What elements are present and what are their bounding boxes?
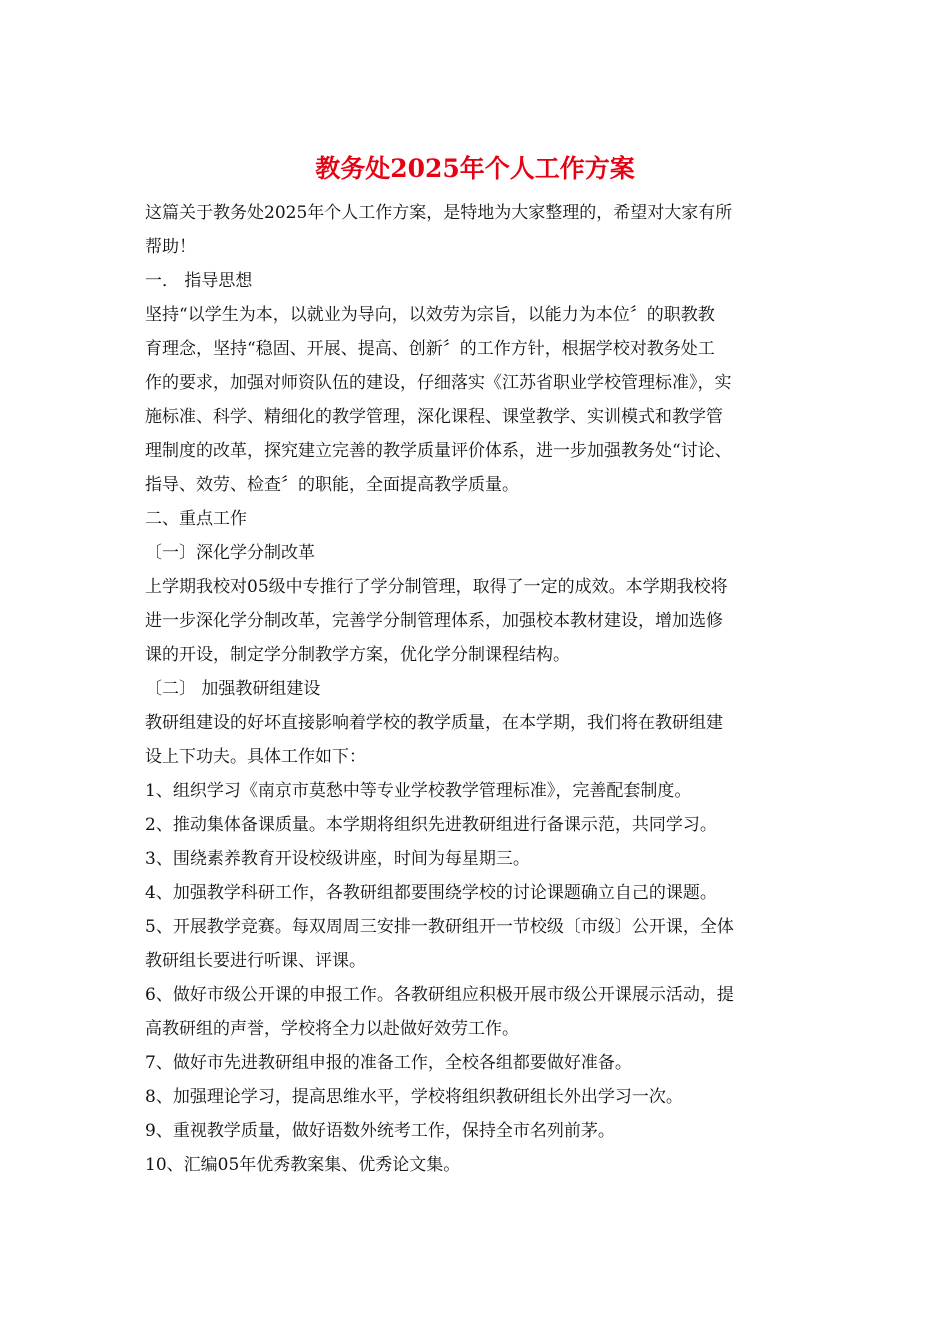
paragraph-line: 4、加强教学科研工作，各教研组都要围绕学校的讨论课题确立自己的课题。 bbox=[145, 883, 717, 903]
paragraph-line: 施标准、科学、精细化的教学管理，深化课程、课堂教学、实训模式和教学管 bbox=[145, 407, 723, 427]
paragraph-line: 一． 指导思想 bbox=[145, 271, 253, 291]
paragraph-line: 课的开设，制定学分制教学方案，优化学分制课程结构。 bbox=[145, 645, 570, 665]
paragraph-line: 理制度的改革，探究建立完善的教学质量评价体系，进一步加强教务处“讨论、 bbox=[145, 441, 732, 461]
paragraph-line: 高教研组的声誉，学校将全力以赴做好效劳工作。 bbox=[145, 1019, 519, 1039]
paragraph-line: 2、推动集体备课质量。本学期将组织先进教研组进行备课示范，共同学习。 bbox=[145, 815, 717, 835]
paragraph-line: 指导、效劳、检查〞的职能，全面提高教学质量。 bbox=[145, 475, 519, 495]
paragraph-line: 设上下功夫。具体工作如下： bbox=[145, 747, 366, 767]
paragraph-line: 作的要求，加强对师资队伍的建设，仔细落实《江苏省职业学校管理标准》，实 bbox=[145, 373, 732, 393]
paragraph-line: 教研组建设的好坏直接影响着学校的教学质量，在本学期，我们将在教研组建 bbox=[145, 713, 723, 733]
document-body bbox=[145, 196, 809, 1182]
paragraph-line: 5、开展教学竞赛。每双周周三安排一教研组开一节校级〔市级〕公开课，全体 bbox=[145, 917, 734, 937]
paragraph-line: 8、加强理论学习，提高思维水平，学校将组织教研组长外出学习一次。 bbox=[145, 1087, 683, 1107]
paragraph-line: 育理念，坚持“稳固、开展、提高、创新〞的工作方针，根据学校对教务处工 bbox=[145, 339, 715, 359]
paragraph-line: 进一步深化学分制改革，完善学分制管理体系，加强校本教材建设，增加选修 bbox=[145, 611, 723, 631]
paragraph-line: 这篇关于教务处2025年个人工作方案，是特地为大家整理的，希望对大家有所 bbox=[145, 203, 733, 223]
paragraph-line: 6、做好市级公开课的申报工作。各教研组应积极开展市级公开课展示活动，提 bbox=[145, 985, 734, 1005]
document-title: 教务处2025年个人工作方案 bbox=[315, 154, 635, 183]
paragraph-line: 9、重视教学质量，做好语数外统考工作，保持全市名列前茅。 bbox=[145, 1121, 615, 1141]
paragraph-line: 〔一〕深化学分制改革 bbox=[145, 543, 315, 563]
paragraph-line: 坚持“以学生为本，以就业为导向，以效劳为宗旨，以能力为本位〞的职教教 bbox=[145, 305, 715, 325]
paragraph-line: 7、做好市先进教研组申报的准备工作，全校各组都要做好准备。 bbox=[145, 1053, 632, 1073]
paragraph-line: 〔二〕 加强教研组建设 bbox=[145, 679, 321, 699]
paragraph-line: 二、重点工作 bbox=[145, 509, 247, 529]
paragraph-line: 上学期我校对05级中专推行了学分制管理，取得了一定的成效。本学期我校将 bbox=[145, 577, 728, 597]
paragraph-line: 3、围绕素养教育开设校级讲座，时间为每星期三。 bbox=[145, 849, 530, 869]
paragraph-line: 1、组织学习《南京市莫愁中等专业学校教学管理标准》，完善配套制度。 bbox=[145, 781, 692, 801]
paragraph-line: 帮助！ bbox=[145, 237, 196, 257]
paragraph-line: 10、汇编05年优秀教案集、优秀论文集。 bbox=[145, 1155, 461, 1175]
paragraph-line: 教研组长要进行听课、评课。 bbox=[145, 951, 366, 971]
